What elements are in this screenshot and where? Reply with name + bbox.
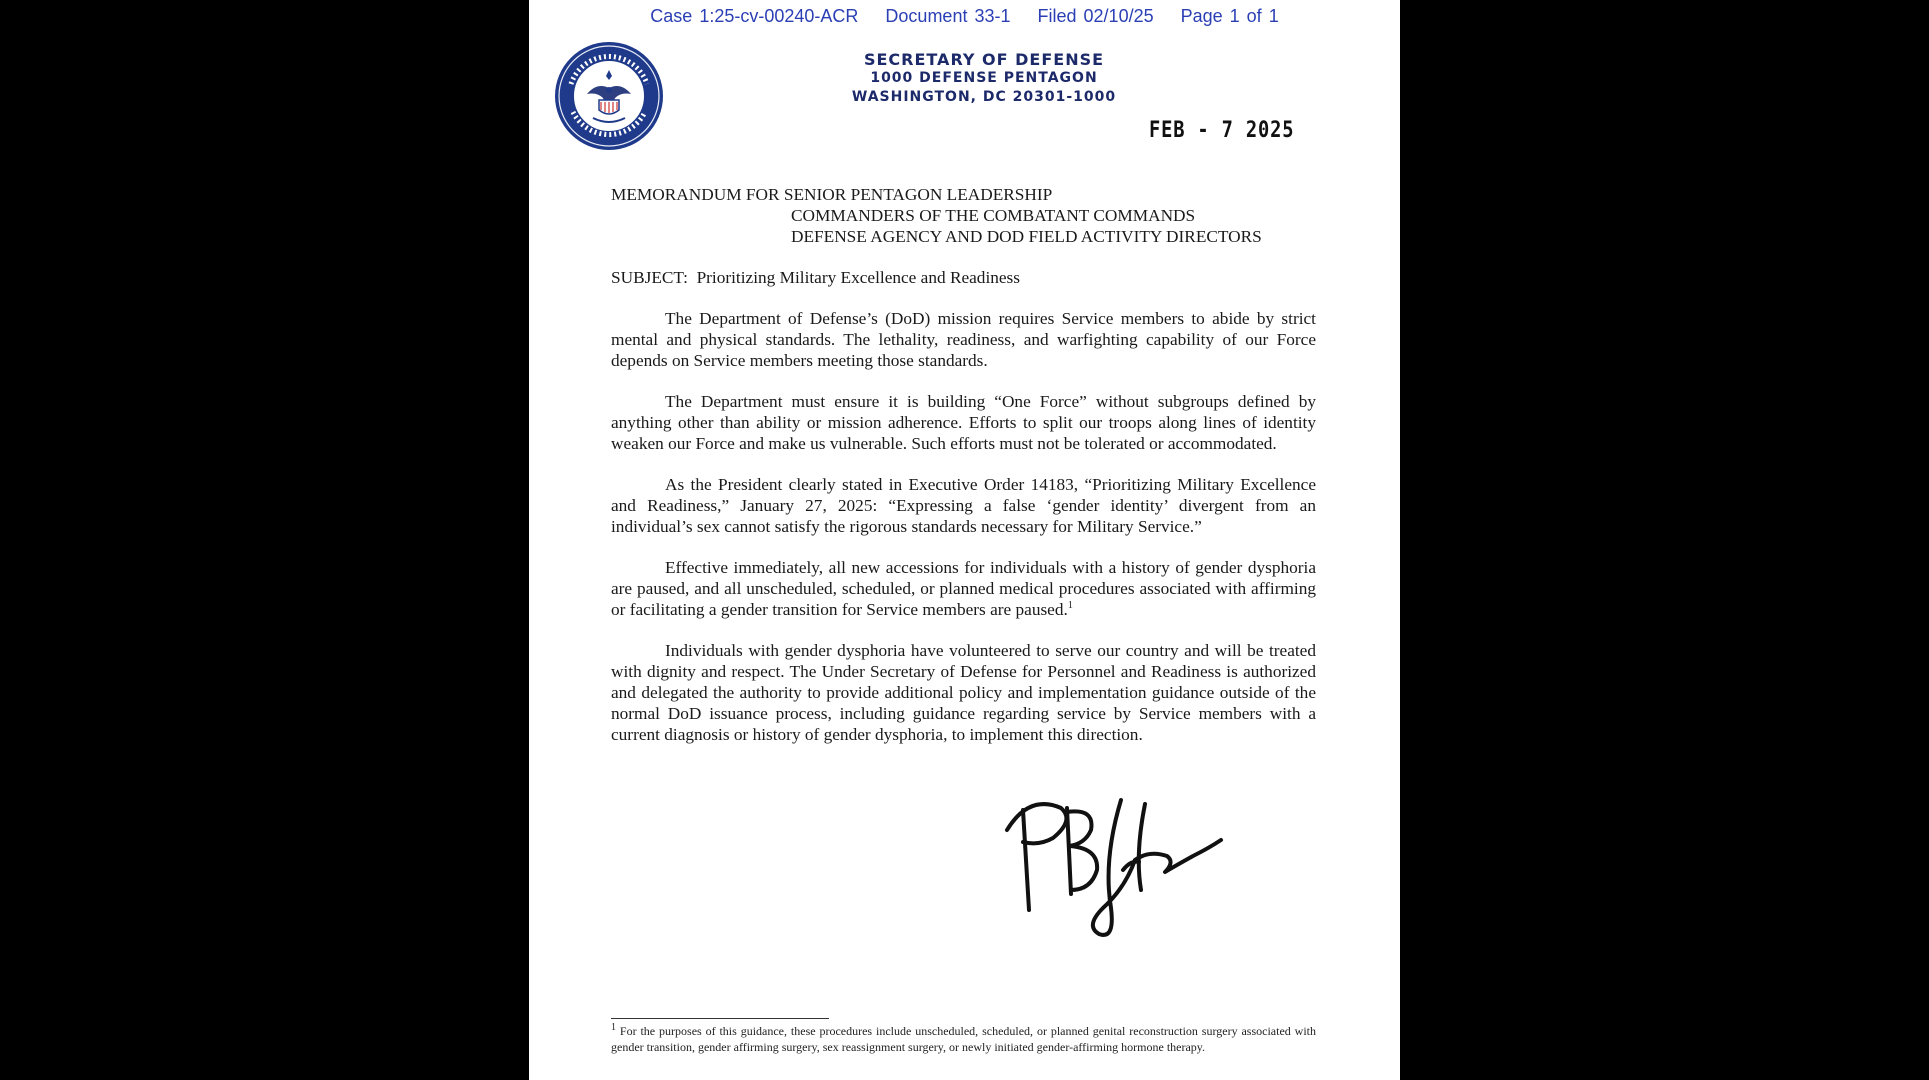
body-paragraph (611, 308, 1316, 371)
footnote-divider (611, 1018, 829, 1019)
subject-label: SUBJECT: (611, 268, 688, 287)
document-page (529, 0, 1400, 1080)
footnote-reference: 1 (1067, 600, 1073, 612)
body-paragraph (611, 557, 1316, 620)
memo-label: MEMORANDUM FOR (611, 185, 780, 204)
handwritten-signature-icon (999, 790, 1259, 950)
case-number: Case 1:25-cv-00240-ACR (650, 6, 859, 26)
footnote-marker: 1 (611, 1022, 616, 1033)
footnote-text: For the purposes of this guidance, these procedures include unscheduled, scheduled, or planned genital reconstruction surgery associated with gender transition, gender affirming surgery, sex reassignment surgery, or newly initiated gender-affirming hormone therapy. (611, 1024, 1317, 1054)
body-paragraph (611, 391, 1316, 454)
memo-addressee (611, 184, 1316, 205)
office-address-line2: WASHINGTON, DC 20301-1000 (851, 89, 1117, 105)
letterhead (749, 50, 1219, 107)
footnote (611, 1024, 1316, 1055)
filed-date: Filed 02/10/25 (1037, 6, 1154, 26)
memo-body (611, 184, 1316, 745)
body-paragraph (611, 640, 1316, 745)
department-of-defense-seal-icon (553, 40, 665, 152)
paragraph-text: Effective immediately, all new accessions for individuals with a history of gender dysphoria are paused, and all unscheduled, scheduled, or planned medical procedures associated with affirming or facilitating a gender transition for Service members are paused. (611, 558, 1316, 619)
body-paragraph (611, 474, 1316, 537)
memo-recipient: SENIOR PENTAGON LEADERSHIP (783, 185, 1053, 204)
subject-line (611, 267, 1316, 288)
memo-recipient: DEFENSE AGENCY AND DOD FIELD ACTIVITY DIRECTORS (791, 227, 1262, 246)
office-title: SECRETARY OF DEFENSE (863, 50, 1105, 69)
document-number: Document 33-1 (885, 6, 1011, 26)
paragraph-text: Individuals with gender dysphoria have volunteered to serve our country and will be treated with dignity and respect. The Under Secretary of Defense for Personnel and Readiness is authorized and delegated the authority to provide additional policy and implementation guidance outside of the normal DoD issuance process, including guidance regarding service by Service members with a current diagnosis or history of gender dysphoria, to implement this direction. (611, 641, 1316, 744)
office-address-line1: 1000 DEFENSE PENTAGON (870, 70, 1098, 86)
court-filing-header (529, 6, 1400, 27)
subject-text: Prioritizing Military Excellence and Readiness (696, 268, 1021, 287)
paragraph-text: As the President clearly stated in Executive Order 14183, “Prioritizing Military Excellence and Readiness,” January 27, 2025: “Expressing a false ‘gender identity’ divergent from an individual’s sex cannot satisfy the rigorous standards necessary for Military Service.” (611, 475, 1316, 536)
page-number: Page 1 of 1 (1180, 6, 1279, 26)
date-stamp: FEB - 7 2025 (1149, 118, 1295, 143)
paragraph-text: The Department must ensure it is building “One Force” without subgroups defined by anything other than ability or mission adherence. Efforts to split our troops along lines of identity weaken our Force and make us vulnerable. Such efforts must not be tolerated or accommodated. (611, 392, 1316, 453)
paragraph-text: The Department of Defense’s (DoD) mission requires Service members to abide by strict mental and physical standards. The lethality, readiness, and warfighting capability of our Force depends on Service members meeting those standards. (611, 309, 1316, 370)
memo-recipient: COMMANDERS OF THE COMBATANT COMMANDS (791, 206, 1196, 225)
